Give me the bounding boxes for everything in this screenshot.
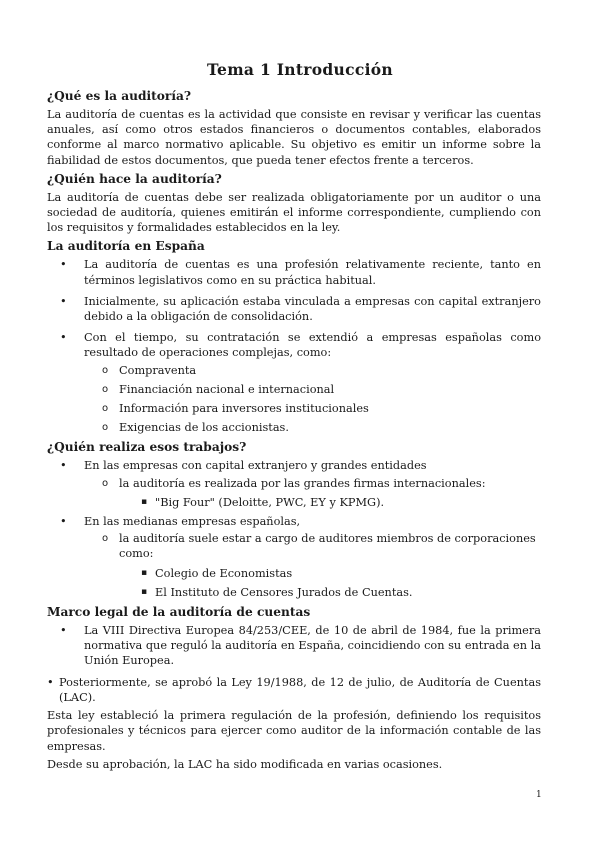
list-item: o la auditoría suele estar a cargo de auditores miembros de corporaciones como:: [102, 532, 536, 561]
bullet-dot-icon: •: [60, 294, 67, 308]
page-number: 1: [536, 790, 542, 800]
bullet-list-espana: [47, 257, 541, 360]
para-ley-aprobada: • Posteriormente, se aprobó la Ley 19/1988, de 12 de julio, de Auditoría de Cuentas (LAC).: [47, 675, 541, 704]
heading-quien-realiza: ¿Quién realiza esos trabajos?: [47, 440, 247, 455]
bullet-dot-icon: •: [60, 331, 67, 345]
bullet-circle-icon: o: [102, 403, 109, 415]
bullet-list-medianas: [47, 514, 541, 529]
list-item: o Financiación nacional e internacional: [102, 382, 335, 396]
list-item: • La VIII Directiva Europea 84/253/CEE, de 10 de abril de 1984, fue la primera normativa que reguló la auditoría en España, coincidiendo con su entrada en la Unión Europea.: [60, 624, 541, 668]
bullet-circle-icon: o: [102, 422, 109, 434]
sub-list-grandes: [47, 476, 541, 491]
bullet-circle-icon: o: [102, 477, 109, 489]
page-title: Tema 1 Introducción: [206, 60, 393, 79]
bullet-circle-icon: o: [102, 383, 109, 395]
heading-marco-legal: Marco legal de la auditoría de cuentas: [47, 605, 311, 620]
bullet-list-quien-realiza: [47, 458, 541, 473]
bullet-square-icon: ▪: [141, 586, 148, 597]
heading-que-es: ¿Qué es la auditoría?: [47, 89, 192, 103]
para-quien-hace: La auditoría de cuentas debe ser realizada obligatoriamente por un auditor o una sociedad de auditoría, quienes emitirán el informe correspondiente, cumpliendo con los requisitos y formalidades establecidos en la ley.: [47, 190, 541, 235]
bullet-dot-icon: •: [60, 459, 67, 473]
bullet-square-icon: ▪: [141, 567, 148, 578]
bullet-circle-icon: o: [102, 533, 109, 545]
list-item: o Exigencias de los accionistas.: [102, 421, 289, 435]
para-que-es: La auditoría de cuentas es la actividad que consiste en revisar y verificar las cuentas anuales, así como otros estados financieros o documentos contables, elaborados conforme al marco normativo aplicable. Su objetivo es emitir un informe sobre la fiabilidad de estos documentos, que pueda tener efectos frente a terceros.: [47, 108, 541, 167]
sub-list-operaciones: [47, 363, 541, 436]
list-item: o la auditoría es realizada por las grandes firmas internacionales:: [102, 476, 486, 490]
list-item: • Con el tiempo, su contratación se extendió a empresas españolas como resultado de operaciones complejas, como:: [60, 331, 541, 360]
heading-quien-hace: ¿Quién hace la auditoría?: [47, 171, 222, 186]
bullet-dot-icon: •: [60, 258, 67, 272]
list-item: ▪ "Big Four" (Deloitte, PWC, EY y KPMG).: [141, 495, 385, 509]
list-item: • En las empresas con capital extranjero y grandes entidades: [60, 459, 427, 473]
bullet-circle-icon: o: [102, 364, 109, 376]
list-item: ▪ Colegio de Economistas: [141, 566, 293, 580]
document-body: [47, 85, 541, 775]
list-item: ▪ El Instituto de Censores Jurados de Cuentas.: [141, 585, 413, 599]
heading-auditoria-espana: La auditoría en España: [47, 239, 205, 254]
list-item: • Inicialmente, su aplicación estaba vinculada a empresas con capital extranjero debido a la obligación de consolidación.: [60, 294, 541, 324]
para-modificada: Desde su aprobación, la LAC ha sido modificada en varias ocasiones.: [47, 757, 443, 771]
para-ley-establecio: Esta ley estableció la primera regulación de la profesión, definiendo los requisitos profesionales y técnicos para ejercer como auditor de la información contable de las empresas.: [47, 709, 541, 753]
bullet-square-icon: ▪: [141, 496, 148, 507]
bullet-dot-icon: •: [47, 675, 54, 689]
list-item: o Compraventa: [102, 363, 197, 377]
bullet-dot-icon: •: [60, 624, 67, 638]
bullet-list-marco-legal: [47, 623, 541, 669]
subsub-list-corporaciones: [47, 566, 541, 600]
sub-list-medianas: [47, 531, 541, 561]
bullet-dot-icon: •: [60, 515, 67, 529]
subsub-list-big-four: [47, 495, 541, 510]
list-item: • La auditoría de cuentas es una profesión relativamente reciente, tanto en términos legislativos como en su práctica habitual.: [60, 258, 541, 287]
list-item: • En las medianas empresas españolas,: [60, 515, 301, 529]
list-item: o Información para inversores institucionales: [102, 402, 369, 416]
